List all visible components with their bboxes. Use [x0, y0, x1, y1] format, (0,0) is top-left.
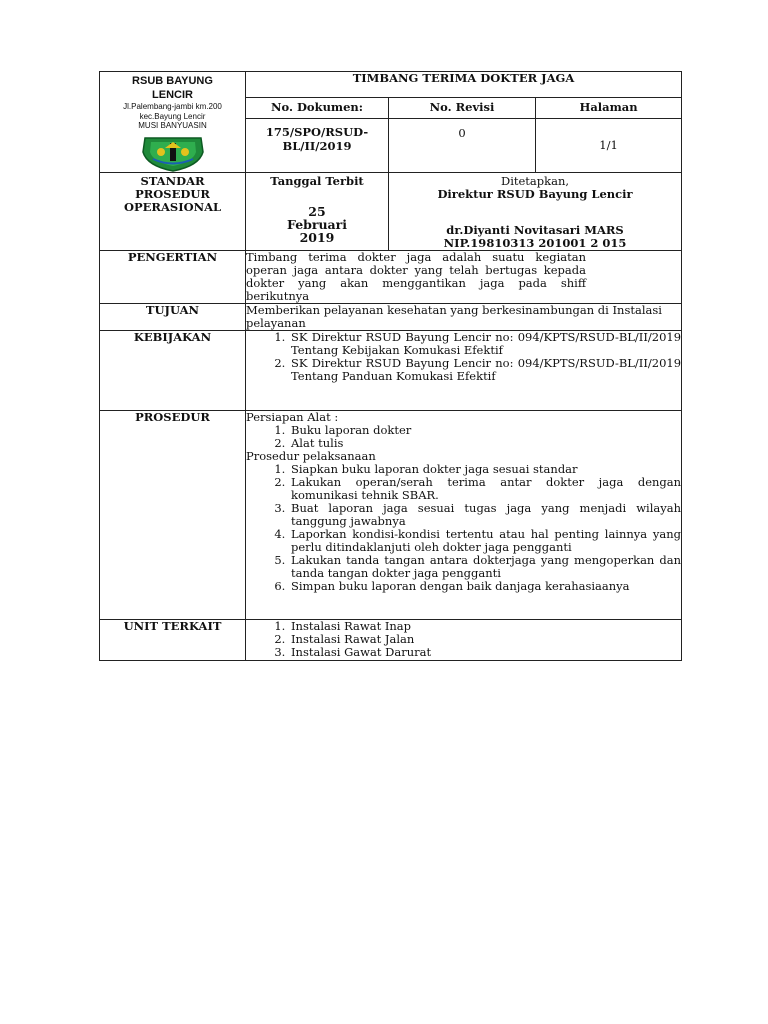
kebijakan-list	[246, 331, 681, 383]
prosedur-cell	[246, 410, 682, 619]
unit-terkait-cell	[246, 619, 682, 660]
unit-terkait-label: UNIT TERKAIT	[100, 619, 246, 660]
hospital-cell	[100, 72, 246, 173]
hospital-address-3: MUSI BANYUASIN	[138, 121, 207, 130]
unit-terkait-list	[246, 620, 681, 659]
pelaksanaan-item: 2. Lakukan operan/serah terima antar dokter jaga dengan komunikasi tehnik SBAR.	[289, 476, 681, 502]
unit-terkait-item: 2. Instalasi Rawat Jalan	[289, 633, 681, 646]
hospital-address-2: kec.Bayung Lencir	[139, 111, 206, 121]
regency-shield-logo-icon	[139, 134, 207, 172]
pelaksanaan-list	[246, 463, 681, 593]
prosedur-label: PROSEDUR	[100, 410, 246, 619]
document-title: TIMBANG TERIMA DOKTER JAGA	[246, 72, 682, 98]
hospital-name: RSUB BAYUNG LENCIR	[132, 75, 213, 101]
persiapan-heading: Persiapan Alat :	[246, 409, 339, 424]
ditetapkan-cell	[389, 172, 682, 250]
no-revisi-label: No. Revisi	[429, 99, 495, 114]
unit-terkait-item: 3. Instalasi Gawat Darurat	[289, 646, 681, 659]
tujuan-label: TUJUAN	[100, 303, 246, 330]
no-dokumen-value: 175/SPO/RSUD-BL/II/2019	[265, 124, 369, 153]
hospital-address-1: Jl.Palembang-jambi km.200	[123, 102, 222, 111]
kebijakan-item: 2. SK Direktur RSUD Bayung Lencir no: 094/KPTS/RSUD-BL/II/2019 Tentang Panduan Komukasi Efektif	[289, 357, 681, 383]
tanggal-terbit-cell	[246, 172, 389, 250]
tanggal-terbit-value: 25 Februari 2019	[287, 203, 347, 245]
persiapan-list	[246, 424, 681, 450]
kebijakan-item: 1. SK Direktur RSUD Bayung Lencir no: 094/KPTS/RSUD-BL/II/2019 Tentang Kebijakan Komukasi Efektif	[289, 331, 681, 357]
pelaksanaan-heading: Prosedur pelaksanaan	[246, 448, 376, 463]
no-dokumen-cell	[246, 97, 389, 172]
sop-label: STANDAR PROSEDUR OPERASIONAL	[124, 173, 222, 214]
kebijakan-cell	[246, 330, 682, 410]
signer-name: dr.Diyanti Novitasari MARS	[446, 222, 624, 237]
pengertian-label: PENGERTIAN	[100, 250, 246, 303]
direktur-title: Direktur RSUD Bayung Lencir	[437, 186, 633, 201]
halaman-label: Halaman	[579, 99, 638, 114]
sop-table	[99, 71, 682, 661]
tujuan-text: Memberikan pelayanan kesehatan yang berkesinambungan di Instalasi pelayanan	[246, 303, 682, 330]
no-dokumen-label: No. Dokumen:	[270, 99, 364, 114]
halaman-value: 1/1	[599, 137, 618, 152]
pelaksanaan-item: 6. Simpan buku laporan dengan baik danjaga kerahasiaanya	[289, 580, 681, 593]
pelaksanaan-item: 4. Laporkan kondisi-kondisi tertentu atau hal penting lainnya yang perlu ditindaklanjuti oleh dokter jaga pengganti	[289, 528, 681, 554]
pengertian-text: Timbang terima dokter jaga adalah suatu kegiatan operan jaga antara dokter yang telah bertugas kepada dokter yang akan menggantikan jaga pada shiff berikutnya	[246, 249, 586, 303]
halaman-cell	[536, 97, 682, 172]
ditetapkan-label: Ditetapkan,	[500, 173, 570, 188]
no-revisi-cell	[389, 97, 536, 172]
unit-terkait-item: 1. Instalasi Rawat Inap	[289, 620, 681, 633]
persiapan-item: 1. Buku laporan dokter	[289, 424, 681, 437]
persiapan-item: 2. Alat tulis	[289, 437, 681, 450]
no-revisi-value: 0	[458, 125, 466, 140]
sop-label-cell	[100, 172, 246, 250]
pelaksanaan-item: 3. Buat laporan jaga sesuai tugas jaga yang menjadi wilayah tanggung jawabnya	[289, 502, 681, 528]
signer-nip: NIP.19810313 201001 2 015	[443, 235, 627, 250]
kebijakan-label: KEBIJAKAN	[100, 330, 246, 410]
tanggal-terbit-label: Tanggal Terbit	[270, 173, 364, 188]
pelaksanaan-item: 5. Lakukan tanda tangan antara dokterjaga yang mengoperkan dan tanda tangan dokter jaga pengganti	[289, 554, 681, 580]
pengertian-cell	[246, 250, 682, 303]
pelaksanaan-item: 1. Siapkan buku laporan dokter jaga sesuai standar	[289, 463, 681, 476]
